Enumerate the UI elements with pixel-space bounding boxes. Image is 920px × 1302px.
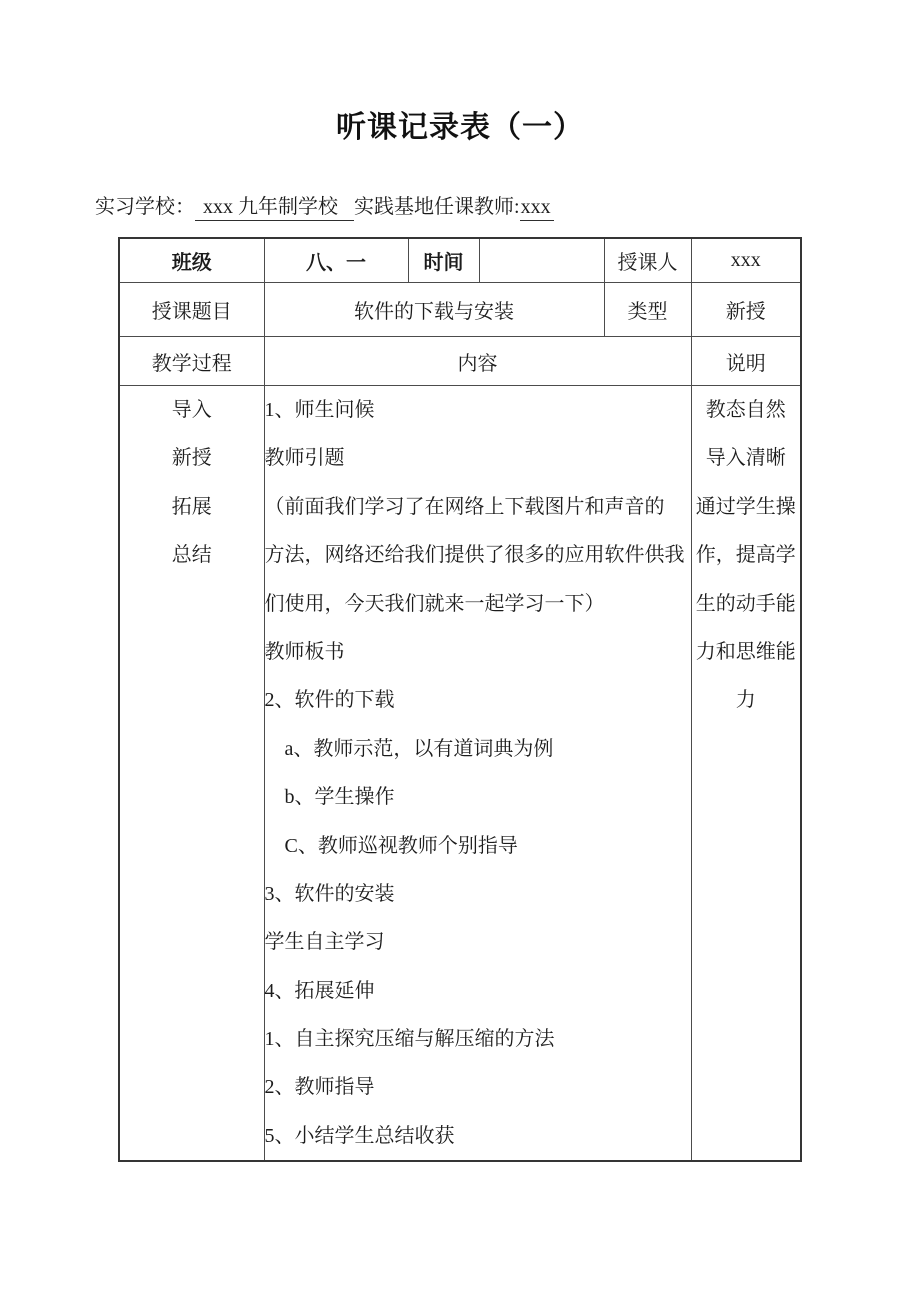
process-steps xyxy=(119,386,264,1162)
teacher-value: xxx xyxy=(520,196,554,221)
note-line: 教态自然 xyxy=(705,399,786,421)
teacher-label: 实践基地任课教师: xyxy=(354,196,520,218)
content-header-cell: 内容 xyxy=(264,337,691,386)
note-line: 作，提高学 xyxy=(695,544,796,567)
topic-label-cell: 授课题目 xyxy=(119,283,264,337)
note-line: 导入清晰 xyxy=(705,447,786,470)
process-header-cell: 教学过程 xyxy=(119,337,264,386)
lesson-notes xyxy=(691,386,801,1162)
process-step: 总结 xyxy=(171,544,212,567)
page-title: 听课记录表（一） xyxy=(336,111,584,144)
process-step: 拓展 xyxy=(171,495,212,518)
time-label-cell: 时间 xyxy=(408,238,479,283)
time-value-cell xyxy=(479,238,604,283)
lecturer-label-cell: 授课人 xyxy=(604,238,691,283)
class-label-cell: 班级 xyxy=(119,238,264,283)
content-line: 教师引题 xyxy=(264,447,345,470)
lecturer-value-cell: xxx xyxy=(691,238,801,283)
table-row-topic-type xyxy=(119,283,801,337)
process-step: 新授 xyxy=(171,447,212,470)
record-table xyxy=(118,237,802,1162)
process-step: 导入 xyxy=(171,399,212,421)
content-line: 5、小结学生总结收获 xyxy=(264,1124,455,1147)
info-line xyxy=(95,192,554,222)
notes-header-cell: 说明 xyxy=(691,337,801,386)
school-value: xxx 九年制学校 xyxy=(195,196,354,221)
content-line: C、教师巡视教师个别指导 xyxy=(284,834,518,857)
content-line: 1、师生问候 xyxy=(264,399,375,421)
content-line: 方法，网络还给我们提供了很多的应用软件供我 xyxy=(264,544,685,567)
table-row-class-time xyxy=(119,238,801,283)
content-line: b、学生操作 xyxy=(284,786,395,809)
note-line: 力 xyxy=(735,689,756,712)
content-line: 们使用，今天我们就来一起学习一下） xyxy=(264,592,605,615)
content-line: 2、教师指导 xyxy=(264,1076,375,1099)
note-line: 通过学生操 xyxy=(695,495,796,518)
note-line: 生的动手能 xyxy=(695,592,796,615)
content-line: 教师板书 xyxy=(264,640,345,663)
content-line: a、教师示范，以有道词典为例 xyxy=(284,737,554,760)
lesson-content xyxy=(264,386,691,1162)
content-line: 4、拓展延伸 xyxy=(264,979,375,1002)
content-line: 1、自主探究压缩与解压缩的方法 xyxy=(264,1028,555,1051)
type-label-cell: 类型 xyxy=(604,283,691,337)
table-row-lesson-body xyxy=(119,386,801,1162)
table-row-column-headers xyxy=(119,337,801,386)
topic-value-cell: 软件的下载与安装 xyxy=(264,283,604,337)
content-line: 学生自主学习 xyxy=(264,931,385,954)
content-line: （前面我们学习了在网络上下载图片和声音的 xyxy=(264,495,665,518)
content-line: 3、软件的安装 xyxy=(264,882,395,905)
type-value-cell: 新授 xyxy=(691,283,801,337)
class-value-cell: 八、一 xyxy=(264,238,408,283)
school-label: 实习学校： xyxy=(95,196,195,218)
content-line: 2、软件的下载 xyxy=(264,689,395,712)
note-line: 力和思维能 xyxy=(695,640,796,663)
